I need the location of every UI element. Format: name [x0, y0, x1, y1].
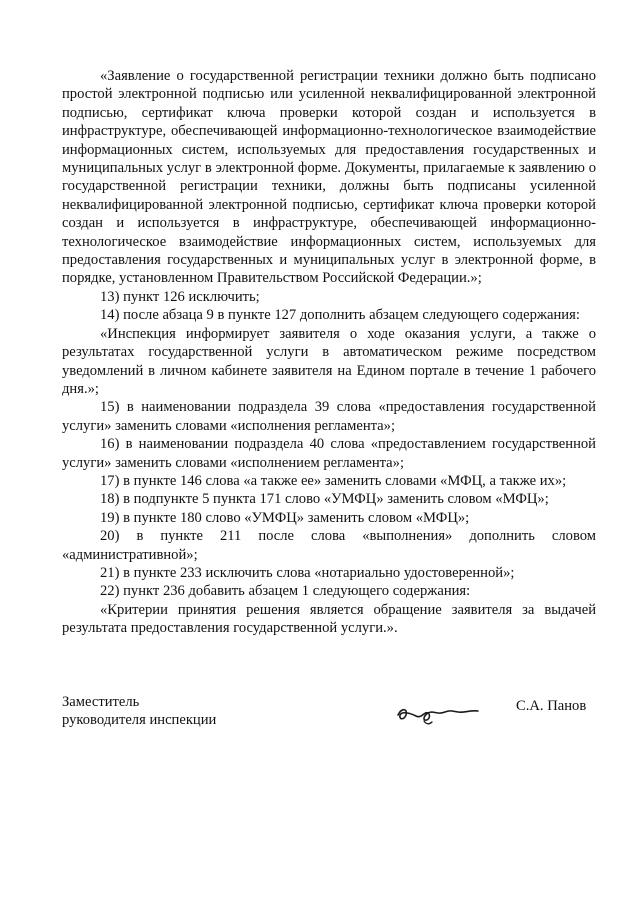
paragraph-item-18: 18) в подпункте 5 пункта 171 слово «УМФЦ» заменить словом «МФЦ»; — [100, 491, 549, 508]
handwritten-signature — [394, 701, 484, 729]
signatory-title-line-1: Заместитель — [62, 694, 140, 710]
signatory-title — [62, 693, 216, 730]
paragraph-item-13: 13) пункт 126 исключить; — [100, 288, 260, 305]
paragraph-item-21: 21) в пункте 233 исключить слова «нотариально удостоверенной»; — [100, 564, 515, 581]
signatory-name: С.А. Панов — [516, 698, 587, 714]
paragraph-item-16: 16) в наименовании подраздела 40 слова «предоставлением государственной услуги» заменить словами «исполнением регламента»; — [62, 436, 596, 471]
signatory-title-line-2: руководителя инспекции — [62, 712, 217, 729]
paragraph-quote-criteria: «Критерии принятия решения является обращение заявителя за выдачей результата предоставления государственной услуги.». — [62, 601, 596, 637]
paragraph-item-17: 17) в пункте 146 слова «а также ее» заменить словами «МФЦ, а также их»; — [100, 472, 567, 489]
paragraph-item-19: 19) в пункте 180 слово «УМФЦ» заменить словом «МФЦ»; — [100, 509, 470, 526]
paragraph-quote-inspection: «Инспекция информирует заявителя о ходе оказания услуги, а также о результатах государственной услуги в автоматическом режиме посредством уведомлений в личном кабинете заявителя на Едином портале в течение 1 рабочего дня.»; — [62, 325, 596, 397]
document-body — [62, 67, 596, 638]
paragraph-quote-application: «Заявление о государственной регистрации техники должно быть подписано простой электронной подписью или усиленной неквалифицированной электронной подписью, сертификат ключа проверки которой создан и используется в инфраструктуре, обеспечивающей информационно-технологическое взаимодействие информационных систем, используемых для предоставления государственных и муниципальных услуг в электронной форме. Документы, прилагаемые к заявлению о государственной регистрации техники, должны быть подписаны усиленной неквалифицированной электронной подписью, сертификат ключа проверки которой создан и используется в инфраструктуре, обеспечивающей информационно-технологическое взаимодействие информационных систем, используемых для предоставления государственных и муниципальных услуг в электронной форме, в порядке, установленном Правительством Российской Федерации.»; — [62, 68, 596, 287]
paragraph-item-20: 20) в пункте 211 после слова «выполнения» дополнить словом «административной»; — [62, 528, 596, 563]
paragraph-item-15: 15) в наименовании подраздела 39 слова «предоставления государственной услуги» заменить словами «исполнения регламента»; — [62, 399, 596, 434]
paragraph-item-14: 14) после абзаца 9 в пункте 127 дополнить абзацем следующего содержания: — [100, 307, 580, 324]
paragraph-item-22: 22) пункт 236 добавить абзацем 1 следующего содержания: — [100, 583, 471, 600]
